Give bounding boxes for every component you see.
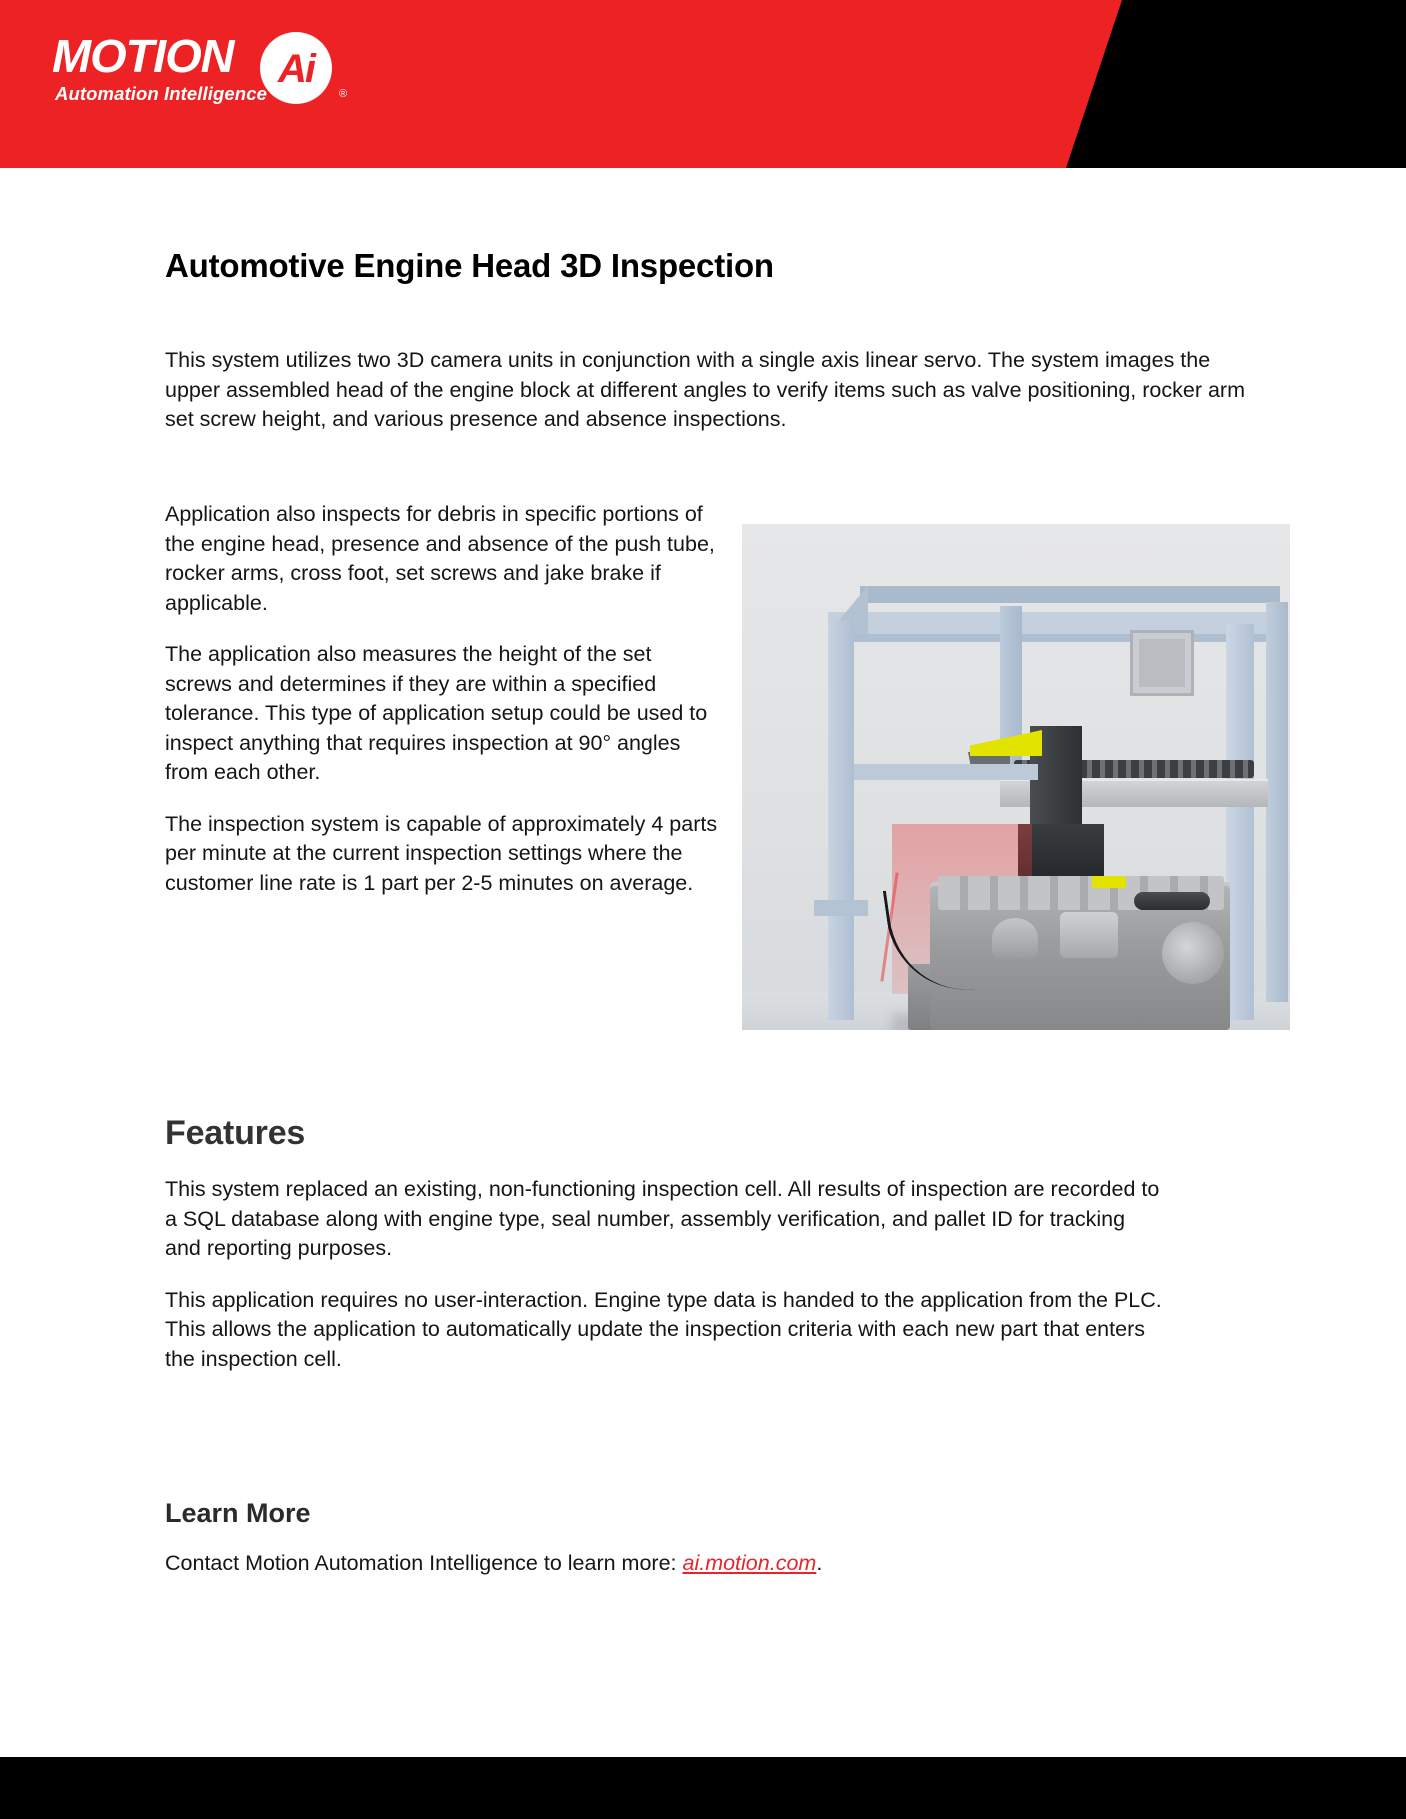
learn-more-text-before: Contact Motion Automation Intelligence to learn more: [165,1551,683,1575]
page-content [0,168,1406,1754]
page-footer [0,1757,1406,1819]
page-title: Automotive Engine Head 3D Inspection [165,247,774,285]
laser-emitter-secondary [1092,876,1126,888]
gantry-left-column [828,620,854,1020]
control-panel-screen-inner [1139,639,1185,687]
features-section [165,1114,1165,1374]
intro-paragraph: This system utilizes two 3D camera units in conjunction with a single axis linear servo. The system images the upper assembled head of the engine block at different angles to verify items such as valve positioning, rocker arm set screw height, and various presence and absence inspections. [165,348,1245,431]
logo-tagline: Automation Intelligence [55,83,267,104]
left-column-paragraph-2: The application also measures the height of the set screws and determines if they are within a specified tolerance. This type of application setup could be used to inspect anything that requires inspection at 90° angles from each other. [165,642,708,784]
engine-intake-pipe [1134,892,1210,910]
ai-motion-com-link[interactable]: ai.motion.com [682,1551,817,1575]
gantry-right-back-column [1266,602,1288,1002]
learn-more-paragraph [165,1549,1165,1579]
logo-badge-circle [260,32,332,104]
engine-pulley [1162,922,1224,984]
gantry-right-front-column [1226,624,1254,1020]
control-panel-screen [1130,630,1194,696]
learn-more-section [165,1498,1165,1579]
intro-section [165,346,1250,435]
logo-wordmark: MOTION [52,30,234,82]
engine-component-right [1060,912,1118,958]
features-paragraph-2: This application requires no user-interaction. Engine type data is handed to the application from the PLC. This allows the application to automatically update the inspection criteria with each new part that enters the inspection cell. [165,1287,1162,1371]
features-heading: Features [165,1114,306,1152]
left-column-text [165,500,720,898]
logo-badge-text: Ai [278,47,314,91]
gantry-left-foot [814,900,868,916]
learn-more-heading: Learn More [165,1498,311,1528]
registered-trademark-mark: ® [339,88,348,100]
gantry-mid-beam [828,764,1038,780]
left-column-paragraph-1: Application also inspects for debris in specific portions of the engine head, presence and absence of the push tube, rocker arms, cross foot, set screws and jake brake if applicable. [165,502,715,615]
header-black-wedge [1066,0,1406,168]
gantry-top-front-beam [828,612,1280,634]
engine-component-left [992,918,1038,958]
inspection-cell-photo [742,524,1290,1030]
features-paragraph-1: This system replaced an existing, non-functioning inspection cell. All results of inspection are recorded to a SQL database along with engine type, seal number, assembly verification, and pallet ID for tracking and reporting purposes. [165,1177,1160,1260]
gantry-top-back-beam [860,586,1280,603]
learn-more-text-after: . [816,1551,823,1575]
left-column-paragraph-3: The inspection system is capable of approximately 4 parts per minute at the current inspection settings where the customer line rate is 1 part per 2-5 minutes on average. [165,811,718,895]
page-header [0,0,1406,168]
motion-ai-logo[interactable] [52,30,372,122]
